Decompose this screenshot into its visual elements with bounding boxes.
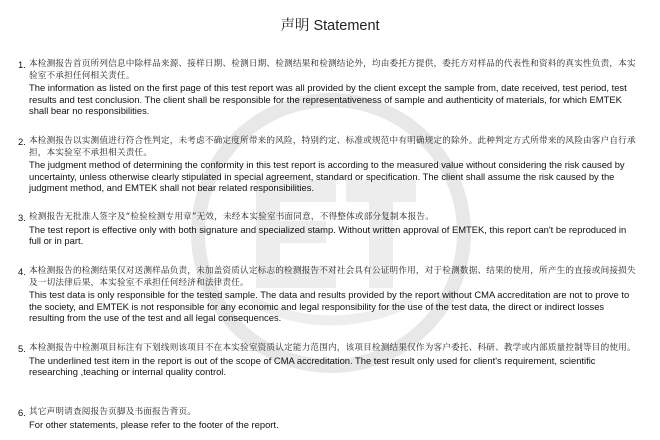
statement-number: 3. — [18, 212, 26, 223]
statement-en-text: The judgment method of determining the conformity in this test report is according to the measured value without considering the risk caused by uncertainty, unless otherwise clearly stipulated in special agreement, standard or specification. The client shall assume the risk caused by the judgment method, and EMTEK shall not bear related responsibilities. — [29, 159, 625, 194]
statement-item-2 — [18, 136, 638, 194]
statement-cn-text: 本检测报告以实测值进行符合性判定，未考虑不确定度所带来的风险，特别约定、标准或规范中有明确规定的除外。此种判定方式所带来的风险由客户自行承担，本实验室不承担相关责任。 — [29, 136, 636, 158]
statement-en-text: The underlined test item in the report is out of the scope of CMA accreditation. The test result only used for client's requirement, scientific researching ,teaching or internal quality control. — [29, 354, 596, 378]
page-title-en: Statement — [313, 18, 380, 34]
statement-en-text: For other statements, please refer to the footer of the report. — [29, 418, 279, 430]
statement-number: 6. — [18, 407, 26, 418]
statement-en-text: The test report is effective only with both signature and specialized stamp. Without written approval of EMTEK, this report can't be reproduced in full or in part. — [29, 223, 627, 247]
statement-number: 5. — [18, 343, 26, 354]
statement-number: 4. — [18, 266, 26, 277]
statement-item-6 — [18, 407, 638, 430]
statement-en-text: The information as listed on the first page of this test report was all provided by the client except the sample from, date received, test period, test results and test conclusion. The client shall be responsible for the representativeness of sample and authenticity of materials, for which EMTEK shall bear no responsibilities. — [29, 82, 627, 117]
page-title — [0, 14, 660, 35]
statement-cn-text: 其它声明请查阅报告页脚及书面报告背页。 — [29, 407, 197, 417]
statement-item-4 — [18, 266, 638, 324]
statement-cn-text: 本检测报告首页所列信息中除样品来源、接样日期、检测日期、检测结果和检测结论外，均由委托方提供，委托方对样品的代表性和资料的真实性负责，本实验室不承担任何相关责任。 — [29, 59, 636, 81]
statement-cn-text: 检测报告无批准人签字及“检验检测专用章”无效，未经本实验室书面同意，不得整体或部分复制本报告。 — [29, 212, 435, 222]
statement-en-text: This test data is only responsible for the tested sample. The data and results provided by the report without CMA accreditation are not to prove to the society, and EMTEK is not responsible for any economic and legal responsibility for the use of the test data, the direct or indirect losses resulting from the use of the test and all legal consequences. — [29, 289, 630, 324]
statement-cn-text: 本检测报告的检测结果仅对送测样品负责，未加盖资质认定标志的检测报告不对社会具有公证明作用，对于检测数据、结果的使用，所产生的直接或间接损失及一切法律后果，本实验室不承担任何经济和法律责任。 — [29, 266, 636, 288]
statement-number: 2. — [18, 136, 26, 147]
page-title-cn: 声明 — [280, 18, 310, 34]
statement-item-3 — [18, 212, 638, 247]
statement-item-1 — [18, 59, 638, 117]
statement-item-5 — [18, 343, 638, 378]
statement-cn-text: 本检测报告中检测项目标注有下划线则该项目不在本实验室资质认定能力范围内，该项目检测结果仅作为客户委托、科研、教学或内部质量控制等目的使用。 — [29, 343, 636, 353]
statement-number: 1. — [18, 59, 26, 70]
